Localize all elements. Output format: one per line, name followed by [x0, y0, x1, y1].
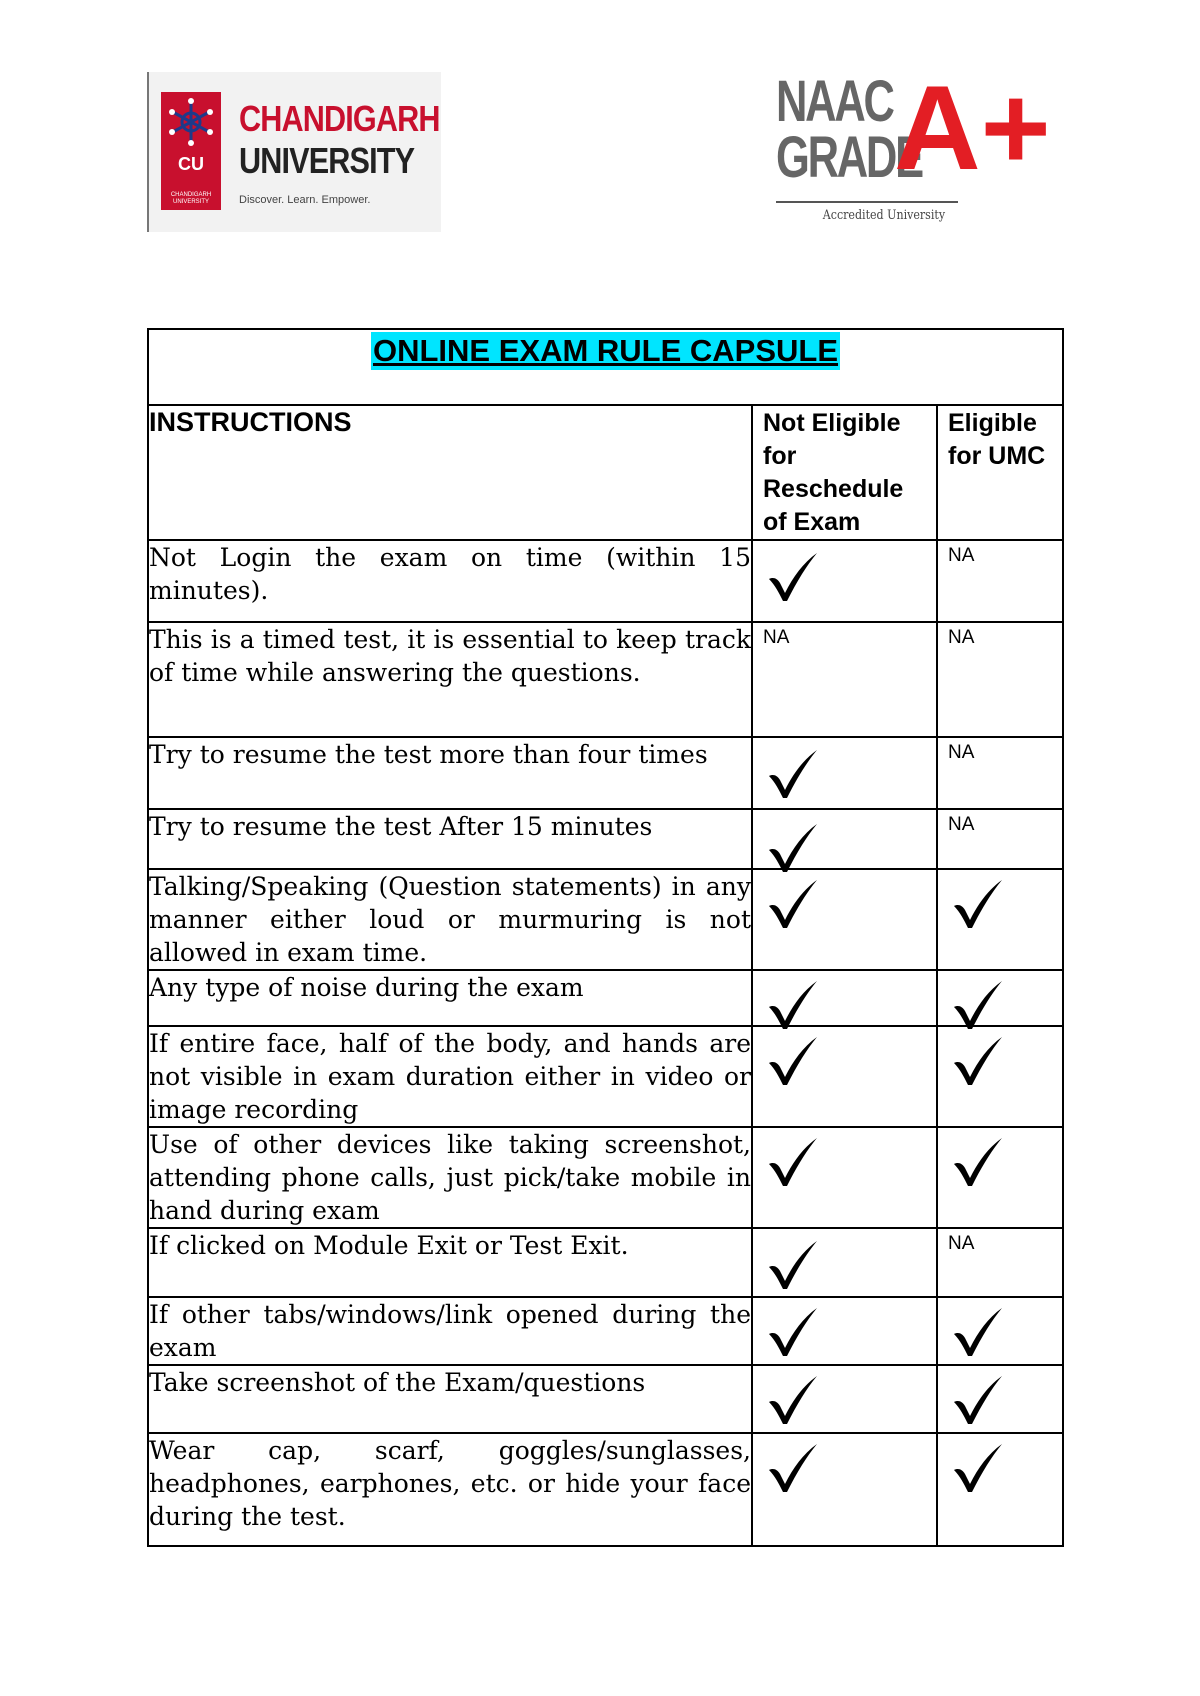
row-10-col2-cell: [937, 1297, 1063, 1365]
table-row: [148, 622, 1063, 737]
naac-caption: Accredited University: [822, 208, 946, 223]
naac-grade-logo: [776, 61, 1051, 228]
table-title: ONLINE EXAM RULE CAPSULE: [373, 333, 839, 368]
table-row: [148, 970, 1063, 1026]
table-row: [148, 1433, 1063, 1546]
cu-emblem-caption: CHANDIGARH UNIVERSITY: [170, 192, 212, 205]
row-3-col2-cell: [937, 737, 1063, 809]
snowflake-emblem-icon: [167, 98, 215, 150]
header-not-eligible-reschedule: Not Eligible for Reschedule of Exam: [752, 405, 937, 540]
cu-name-line1: CHANDIGARH: [239, 98, 440, 139]
instruction-text: Try to resume the test more than four times: [148, 737, 752, 809]
title-row: [148, 329, 1063, 405]
row-7-col2-cell: [937, 1026, 1063, 1127]
na-label: NA: [948, 742, 975, 763]
row-1-col2-cell: [937, 540, 1063, 622]
instruction-text: Try to resume the test After 15 minutes: [148, 809, 752, 869]
row-6-col1-cell: [752, 970, 937, 1026]
checkmark-icon: [952, 1306, 1004, 1358]
instruction-text: If entire face, half of the body, and hands are not visible in exam duration either in video or image recording: [148, 1026, 752, 1127]
row-1-col1-cell: [752, 540, 937, 622]
na-label: NA: [948, 545, 975, 566]
row-3-col1-cell: [752, 737, 937, 809]
exam-rules-table: [147, 328, 1064, 1547]
checkmark-icon: [952, 1136, 1004, 1188]
table-row: [148, 809, 1063, 869]
row-2-col2-cell: [937, 622, 1063, 737]
naac-grade-mark: A+: [894, 61, 1051, 195]
table-row: [148, 1127, 1063, 1228]
cu-emblem-text: CU: [178, 154, 204, 174]
na-label: NA: [948, 1233, 975, 1254]
naac-divider: [776, 201, 958, 203]
checkmark-icon: [767, 979, 819, 1031]
checkmark-icon: [767, 1035, 819, 1087]
table-row: [148, 540, 1063, 622]
checkmark-icon: [767, 1374, 819, 1426]
naac-line1: NAAC: [776, 69, 893, 134]
table-row: [148, 1026, 1063, 1127]
checkmark-icon: [952, 1442, 1004, 1494]
chandigarh-university-logo: [147, 72, 441, 232]
row-7-col1-cell: [752, 1026, 937, 1127]
row-9-col2-cell: [937, 1228, 1063, 1297]
row-2-col1-cell: [752, 622, 937, 737]
checkmark-icon: [767, 748, 819, 800]
checkmark-icon: [952, 1374, 1004, 1426]
naac-line2: GRADE: [776, 125, 922, 190]
row-9-col1-cell: [752, 1228, 937, 1297]
checkmark-icon: [952, 979, 1004, 1031]
table-row: [148, 1297, 1063, 1365]
checkmark-icon: [767, 1306, 819, 1358]
title-cell: [148, 329, 1063, 405]
row-4-col1-cell: [752, 809, 937, 869]
instruction-text: Wear cap, scarf, goggles/sunglasses, headphones, earphones, etc. or hide your face during the test.: [148, 1433, 752, 1546]
instruction-text: This is a timed test, it is essential to keep track of time while answering the questions.: [148, 622, 752, 737]
row-8-col2-cell: [937, 1127, 1063, 1228]
row-12-col2-cell: [937, 1433, 1063, 1546]
instruction-text: Not Login the exam on time (within 15 minutes).: [148, 540, 752, 622]
checkmark-icon: [952, 1035, 1004, 1087]
na-label: NA: [763, 627, 790, 648]
instruction-text: Take screenshot of the Exam/questions: [148, 1365, 752, 1433]
cu-tagline: Discover. Learn. Empower.: [239, 194, 371, 206]
instruction-text: Talking/Speaking (Question statements) in any manner either loud or murmuring is not allowed in exam time.: [148, 869, 752, 970]
table-row: [148, 737, 1063, 809]
na-label: NA: [948, 814, 975, 835]
row-5-col2-cell: [937, 869, 1063, 970]
na-label: NA: [948, 627, 975, 648]
instruction-text: If clicked on Module Exit or Test Exit.: [148, 1228, 752, 1297]
checkmark-icon: [767, 551, 819, 603]
row-4-col2-cell: [937, 809, 1063, 869]
row-12-col1-cell: [752, 1433, 937, 1546]
checkmark-icon: [767, 1442, 819, 1494]
checkmark-icon: [767, 822, 819, 874]
row-8-col1-cell: [752, 1127, 937, 1228]
checkmark-icon: [767, 1239, 819, 1291]
cu-emblem: [161, 92, 221, 210]
checkmark-icon: [767, 878, 819, 930]
instruction-text: Any type of noise during the exam: [148, 970, 752, 1026]
row-6-col2-cell: [937, 970, 1063, 1026]
row-11-col2-cell: [937, 1365, 1063, 1433]
row-11-col1-cell: [752, 1365, 937, 1433]
instruction-text: Use of other devices like taking screenshot, attending phone calls, just pick/take mobile in hand during exam: [148, 1127, 752, 1228]
row-5-col1-cell: [752, 869, 937, 970]
table-row: [148, 1228, 1063, 1297]
table-row: [148, 869, 1063, 970]
header-row: [148, 405, 1063, 540]
checkmark-icon: [952, 878, 1004, 930]
header-instructions: INSTRUCTIONS: [148, 405, 752, 540]
table-row: [148, 1365, 1063, 1433]
header-eligible-umc: Eligible for UMC: [937, 405, 1063, 540]
cu-name-line2: UNIVERSITY: [239, 140, 415, 181]
instruction-text: If other tabs/windows/link opened during the exam: [148, 1297, 752, 1365]
checkmark-icon: [767, 1136, 819, 1188]
row-10-col1-cell: [752, 1297, 937, 1365]
